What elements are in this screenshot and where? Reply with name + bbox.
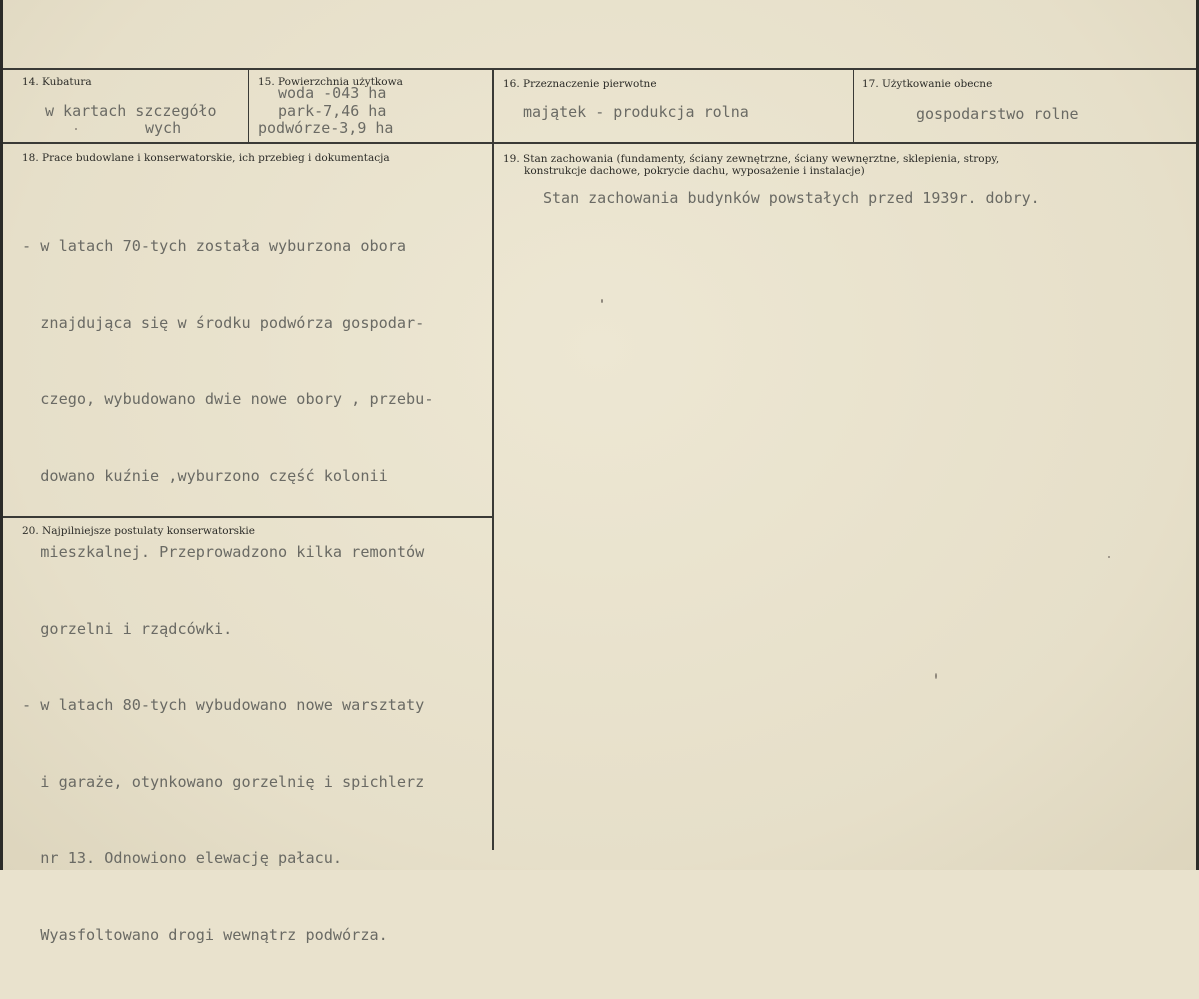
main-column-divider (492, 70, 494, 850)
field14-label: 14. Kubatura (22, 76, 92, 88)
field15-label: 15. Powierzchnia użytkowa (258, 76, 403, 88)
field18-text (22, 183, 433, 999)
field18-line: i garaże, otynkowano gorzelnię i spichlerz (22, 772, 425, 791)
field18-line: - w latach 80-tych wybudowano nowe warsztaty (22, 696, 425, 714)
row1-bottom-rule (3, 142, 1196, 144)
field17-label: 17. Użytkowanie obecne (862, 78, 993, 90)
field17-value: gospodarstwo rolne (916, 105, 1079, 123)
field19-label-line2: konstrukcje dachowe, pokrycie dachu, wyposażenie i instalacje) (524, 165, 865, 177)
field18-line: znajdująca się w środku podwórza gospodar- (22, 313, 425, 332)
field18-line: Wyasfoltowano drogi wewnątrz podwórza. (22, 925, 388, 944)
field18-line: dowano kuźnie ,wyburzono część kolonii (22, 466, 388, 485)
top-rule (3, 68, 1196, 70)
field19-value: Stan zachowania budynków powstałych przed 1939r. dobry. (543, 189, 1040, 207)
field14-value-line2: wych (145, 119, 182, 137)
field15-value-line2: park-7,46 ha (278, 102, 387, 120)
divider-14-15 (248, 70, 249, 142)
paper-speck (935, 673, 937, 679)
field18-line: nr 13. Odnowiono elewację pałacu. (22, 849, 343, 867)
field15-value-line3: podwórze-3,9 ha (258, 119, 394, 137)
field19-label-line1: 19. Stan zachowania (fundamenty, ściany zewnętrzne, ściany wewnęrztne, sklepienia, stropy, (503, 153, 1000, 165)
field18-line: czego, wybudowano dwie nowe obory , przebu- (22, 390, 434, 408)
field18-line: gorzelni i rządcówki. (22, 619, 233, 638)
field20-label: 20. Najpilniejsze postulaty konserwatorskie (22, 525, 255, 537)
field18-line: mieszkalnej. Przeprowadzono kilka remontów (22, 543, 425, 561)
field14-value-line1: w kartach szczegóło (45, 102, 217, 120)
field18-line: - w latach 70-tych została wyburzona obora (22, 237, 407, 255)
paper-speck (1108, 556, 1110, 558)
card-left-edge (0, 0, 3, 870)
field16-value: majątek - produkcja rolna (523, 103, 749, 121)
divider-16-17 (853, 70, 854, 142)
field16-label: 16. Przeznaczenie pierwotne (503, 78, 657, 90)
field15-value-line1: woda -043 ha (278, 84, 387, 102)
field18-label: 18. Prace budowlane i konserwatorskie, ich przebieg i dokumentacja (22, 152, 390, 164)
paper-speck (75, 128, 77, 130)
paper-speck (601, 299, 603, 303)
